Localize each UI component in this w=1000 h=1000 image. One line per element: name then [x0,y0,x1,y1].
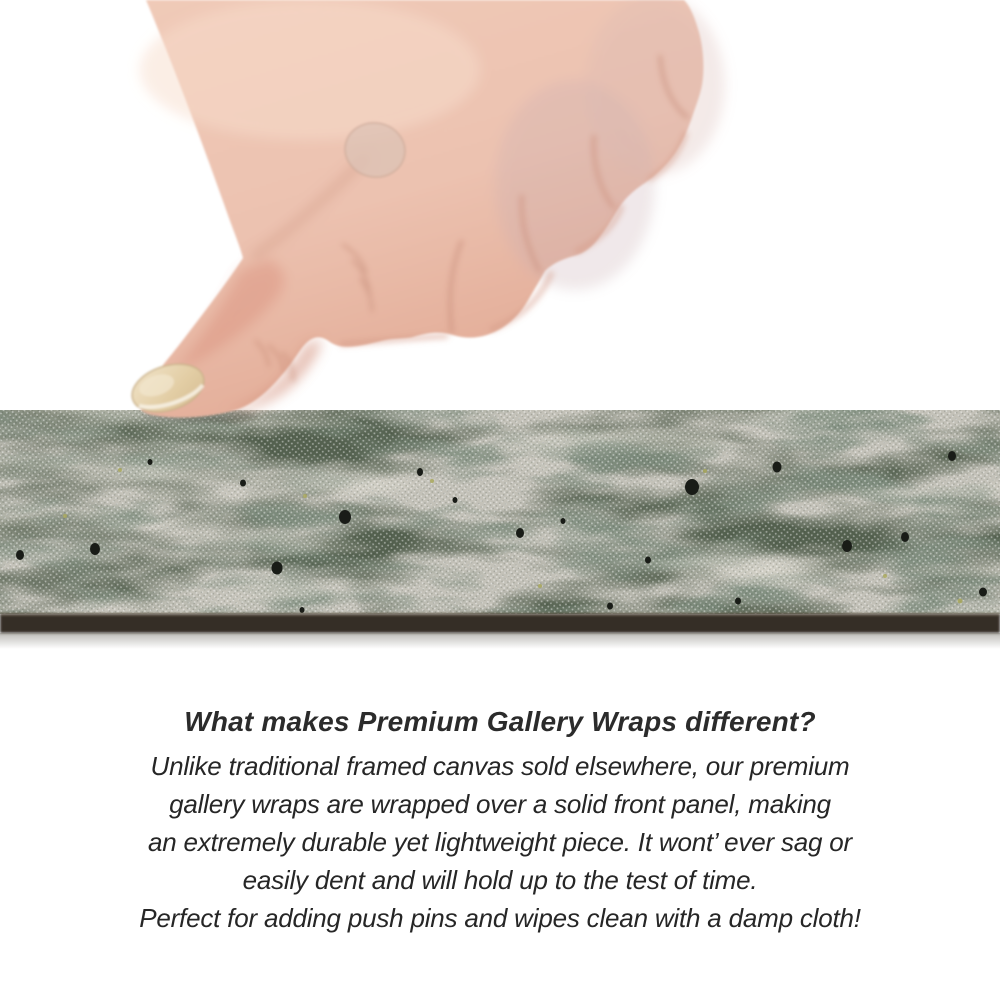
panel-edge-highlight [0,613,1000,616]
caption-heading: What makes Premium Gallery Wraps different? [184,706,816,737]
hand-photo [0,0,1000,432]
hand-shape-group [126,0,725,420]
caption-line-4: easily dent and will hold up to the test of time. [242,865,758,895]
caption-line-3: an extremely durable yet lightweight piece. It wont’ ever sag or [147,827,853,857]
strip-shadow [0,633,1000,649]
canvas-texture [0,406,1000,656]
canvas-face [0,410,1000,614]
caption [0,702,1000,937]
caption-line-5: Perfect for adding push pins and wipes clean with a damp cloth! [139,903,861,933]
canvas-strip [0,406,1000,656]
hand-illustration [0,0,1000,432]
hand-highlight [140,0,480,140]
caption-line-2: gallery wraps are wrapped over a solid front panel, making [169,789,831,819]
caption-line-1: Unlike traditional framed canvas sold elsewhere, our premium [150,751,850,781]
panel-edge [0,614,1000,633]
knuckle-cool-tint-2 [585,0,725,175]
